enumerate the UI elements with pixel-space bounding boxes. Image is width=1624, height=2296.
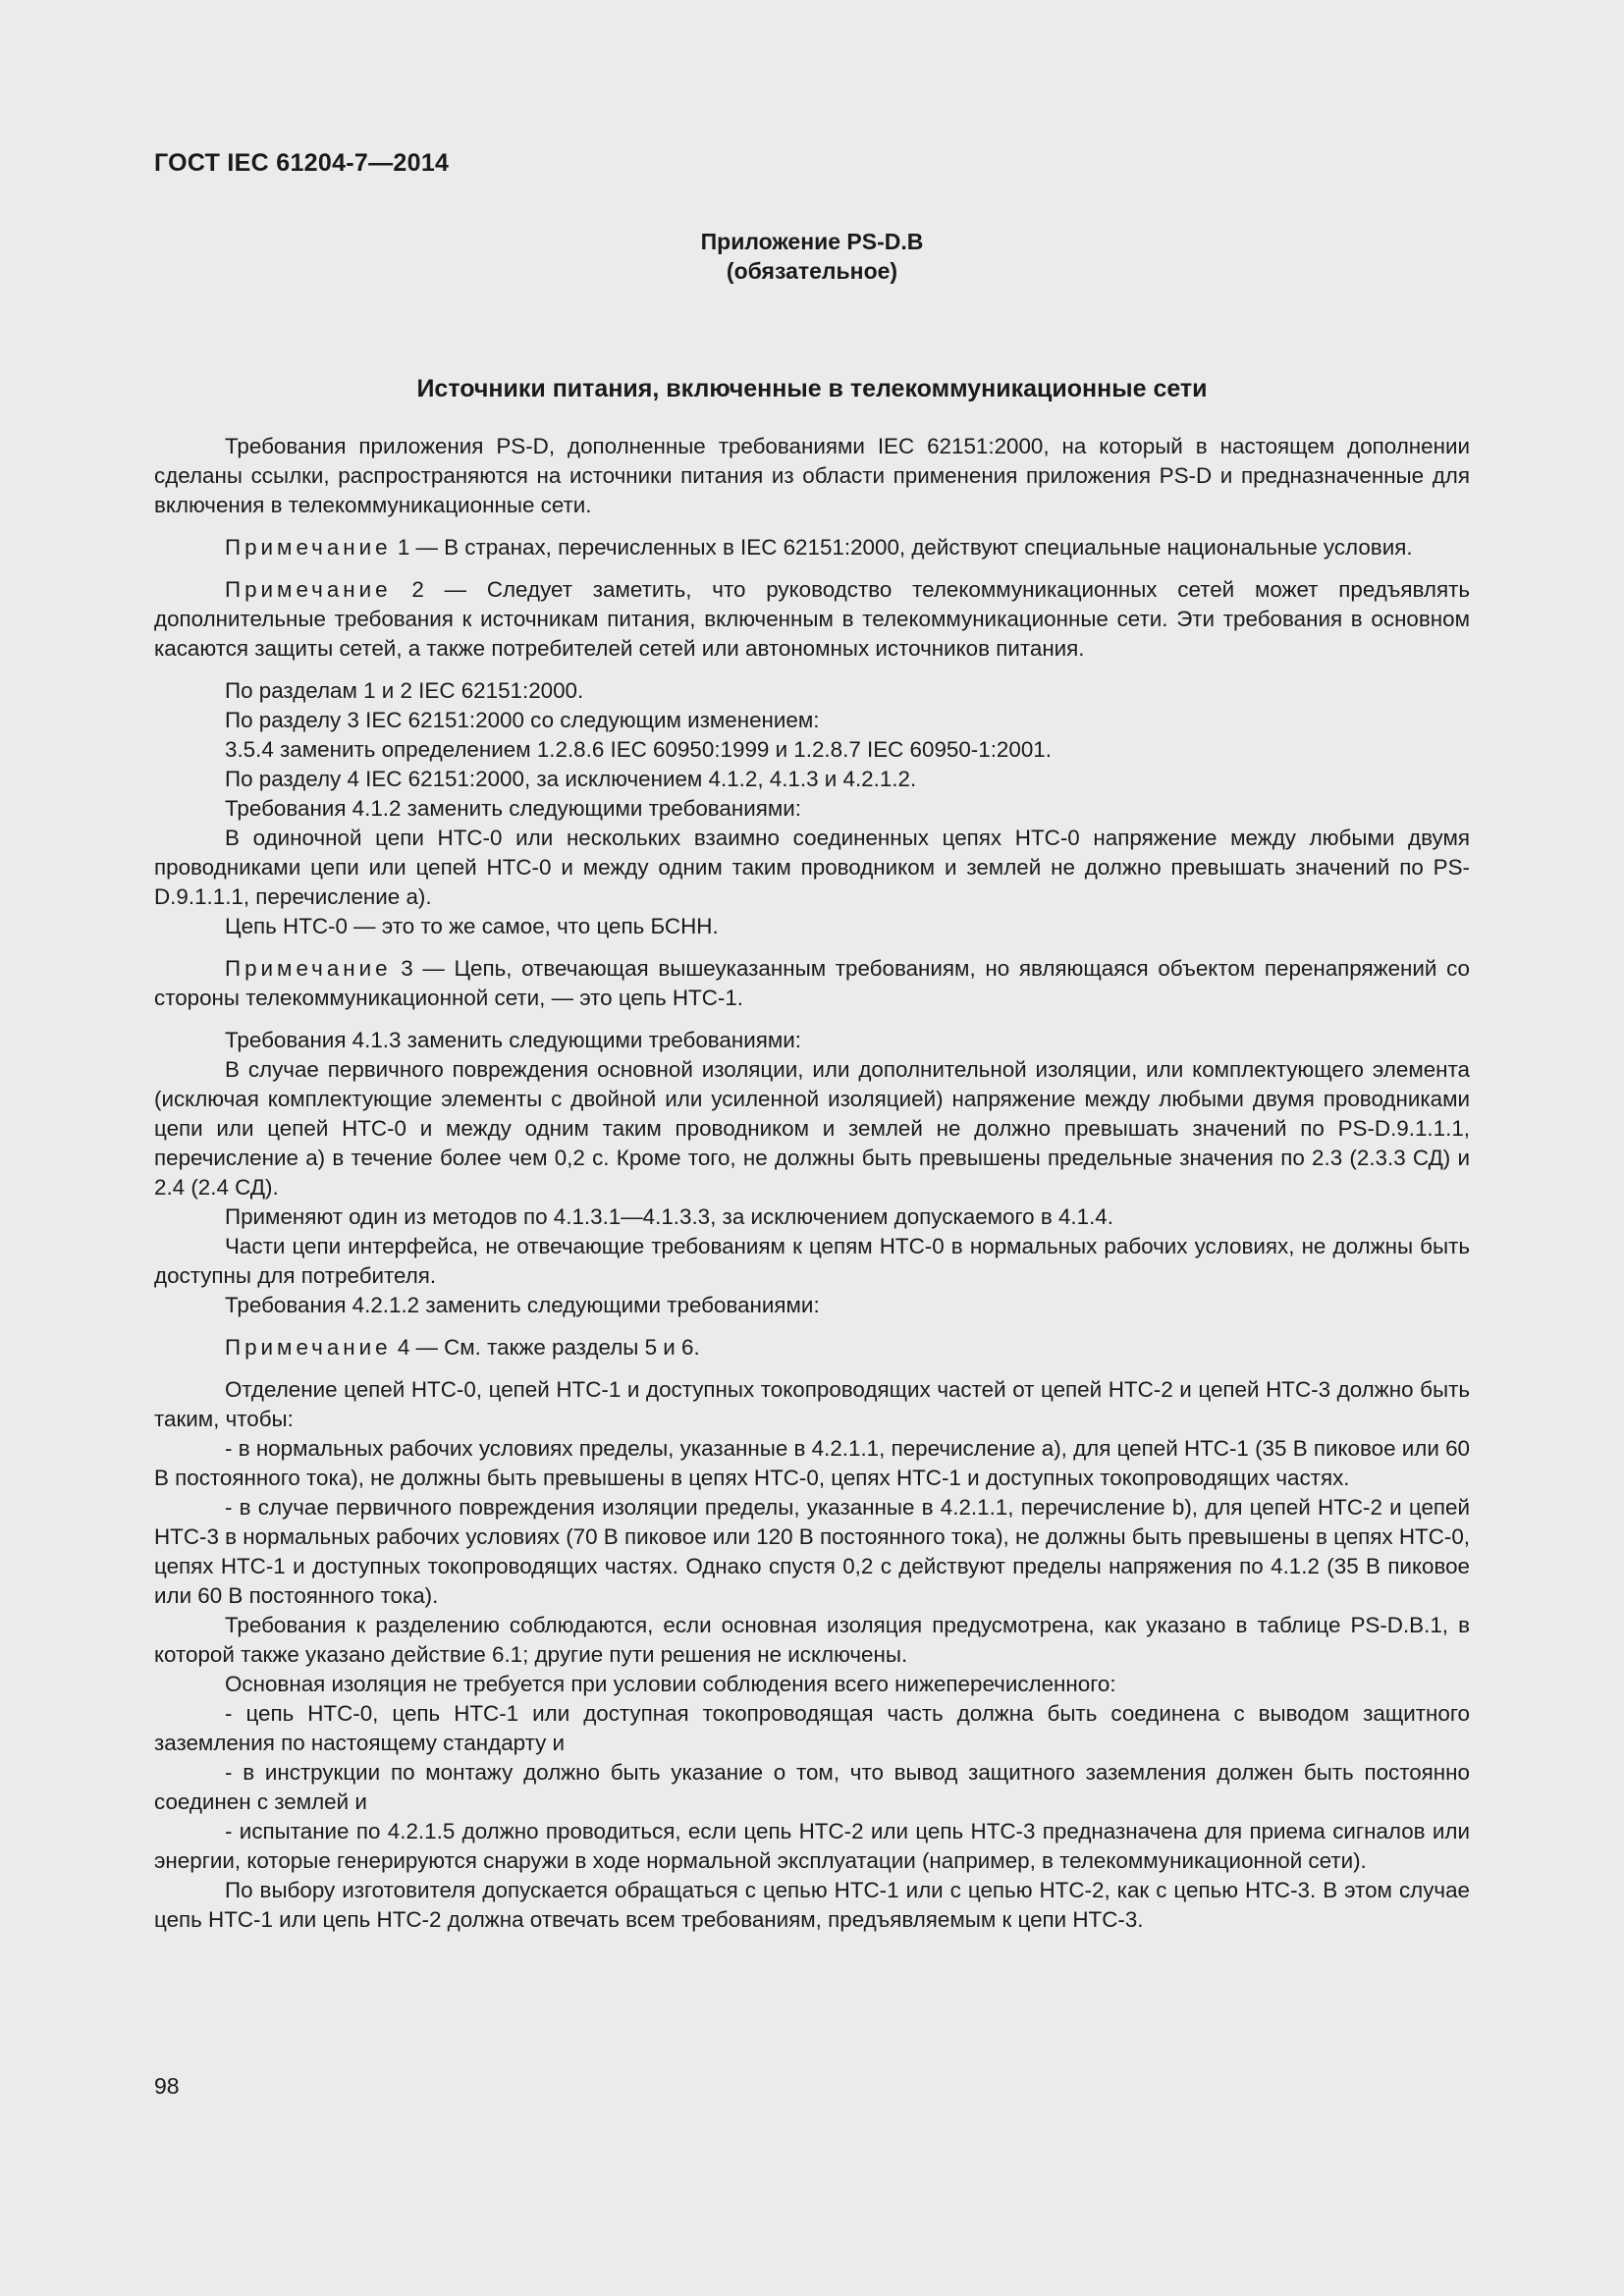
paragraph: В одиночной цепи НТС-0 или нескольких взаимно соединенных цепях НТС-0 напряжение между любыми двумя проводниками цепи или цепей НТС-0 и между одним таким проводником и землей не должно превышать значений по PS-D.9.1.1.1, перечисление а).	[154, 826, 1470, 909]
paragraph: Части цепи интерфейса, не отвечающие требованиям к цепям НТС-0 в нормальных рабочих условиях, не должны быть доступны для потребителя.	[154, 1234, 1470, 1288]
list-item: - испытание по 4.2.1.5 должно проводиться, если цепь НТС-2 или цепь НТС-3 предназначена для приема сигналов или энергии, которые генерируются снаружи в ходе нормальной эксплуатации (например, в телекоммуникационной сети).	[154, 1819, 1470, 1873]
list-item: - в нормальных рабочих условиях пределы, указанные в 4.2.1.1, перечисление а), для цепей НТС-1 (35 В пиковое или 60 В постоянного тока), не должны быть превышены в цепях НТС-0, цепях НТС-1 и доступных токопроводящих частях.	[154, 1436, 1470, 1490]
note-label: Примечание	[225, 535, 392, 560]
document-body	[154, 432, 1470, 1935]
paragraph: Требования к разделению соблюдаются, если основная изоляция предусмотрена, как указано в таблице PS-D.B.1, в которой также указано действие 6.1; другие пути решения не исключены.	[154, 1613, 1470, 1667]
annex-heading	[0, 227, 1624, 286]
paragraph: По разделам 1 и 2 IEC 62151:2000.	[225, 678, 584, 703]
page-number: 98	[154, 2073, 180, 2099]
paragraph: Требования 4.1.2 заменить следующими требованиями:	[225, 796, 801, 821]
paragraph: Цепь НТС-0 — это то же самое, что цепь БСНН.	[225, 914, 719, 938]
paragraph: Требования приложения PS-D, дополненные требованиями IEC 62151:2000, на который в настоящем дополнении сделаны ссылки, распространяются на источники питания из области применения приложения PS-D и предназначенные для включения в телекоммуникационные сети.	[154, 434, 1470, 517]
paragraph: Применяют один из методов по 4.1.3.1—4.1.3.3, за исключением допускаемого в 4.1.4.	[225, 1204, 1113, 1229]
list-item: - цепь НТС-0, цепь НТС-1 или доступная токопроводящая часть должна быть соединена с выводом защитного заземления по настоящему стандарту и	[154, 1701, 1470, 1755]
annex-status: (обязательное)	[726, 258, 898, 284]
paragraph: Требования 4.1.3 заменить следующими требованиями:	[225, 1028, 801, 1052]
standard-header: ГОСТ IEC 61204-7—2014	[154, 149, 450, 177]
note-2: Примечание 2 — Следует заметить, что руководство телекоммуникационных сетей может предъявлять дополнительные требования к источникам питания, включенным в телекоммуникационные сети. Эти требования в основном касаются защиты сетей, а также потребителей сетей или автономных источников питания.	[154, 577, 1470, 661]
note-3: Примечание 3 — Цепь, отвечающая вышеуказанным требованиям, но являющаяся объектом перенапряжений со стороны телекоммуникационной сети, — это цепь НТС-1.	[154, 956, 1470, 1010]
note-label: Примечание	[225, 577, 392, 602]
note-label: Примечание	[225, 1335, 392, 1360]
paragraph: По выбору изготовителя допускается обращаться с цепью НТС-1 или с цепью НТС-2, как с цепью НТС-3. В этом случае цепь НТС-1 или цепь НТС-2 должна отвечать всем требованиям, предъявляемым к цепи НТС-3.	[154, 1878, 1470, 1932]
paragraph: Отделение цепей НТС-0, цепей НТС-1 и доступных токопроводящих частей от цепей НТС-2 и цепей НТС-3 должно быть таким, чтобы:	[154, 1377, 1470, 1431]
paragraph: По разделу 4 IEC 62151:2000, за исключением 4.1.2, 4.1.3 и 4.2.1.2.	[225, 767, 917, 791]
annex-title: Приложение PS-D.B	[700, 229, 924, 254]
paragraph: В случае первичного повреждения основной изоляции, или дополнительной изоляции, или комплектующего элемента (исключая комплектующие элементы с двойной или усиленной изоляцией) напряжение между любыми двумя проводниками цепи или цепей НТС-0 и между одним таким проводником и землей не должно превышать значений по PS-D.9.1.1.1, перечисление а) в течение более чем 0,2 с. Кроме того, не должны быть превышены предельные значения по 2.3 (2.3.3 СД) и 2.4 (2.4 СД).	[154, 1057, 1470, 1200]
note-label: Примечание	[225, 956, 392, 981]
note-4: Примечание 4 — См. также разделы 5 и 6.	[225, 1335, 700, 1360]
paragraph: 3.5.4 заменить определением 1.2.8.6 IEC 60950:1999 и 1.2.8.7 IEC 60950-1:2001.	[225, 737, 1052, 762]
list-item: - в случае первичного повреждения изоляции пределы, указанные в 4.2.1.1, перечисление b), для цепей НТС-2 и цепей НТС-3 в нормальных рабочих условиях (70 В пиковое или 120 В постоянного тока), не должны быть превышены в цепях НТС-0, цепях НТС-1 и доступных токопроводящих частях. Однако спустя 0,2 с действуют пределы напряжения по 4.1.2 (35 В пиковое или 60 В постоянного тока).	[154, 1495, 1470, 1608]
section-title: Источники питания, включенные в телекоммуникационные сети	[416, 375, 1208, 402]
note-1: Примечание 1 — В странах, перечисленных в IEC 62151:2000, действуют специальные национальные условия.	[225, 535, 1413, 560]
paragraph: По разделу 3 IEC 62151:2000 со следующим изменением:	[225, 708, 820, 732]
list-item: - в инструкции по монтажу должно быть указание о том, что вывод защитного заземления должен быть постоянно соединен с землей и	[154, 1760, 1470, 1814]
paragraph: Требования 4.2.1.2 заменить следующими требованиями:	[225, 1293, 820, 1317]
paragraph: Основная изоляция не требуется при условии соблюдения всего нижеперечисленного:	[225, 1672, 1116, 1696]
